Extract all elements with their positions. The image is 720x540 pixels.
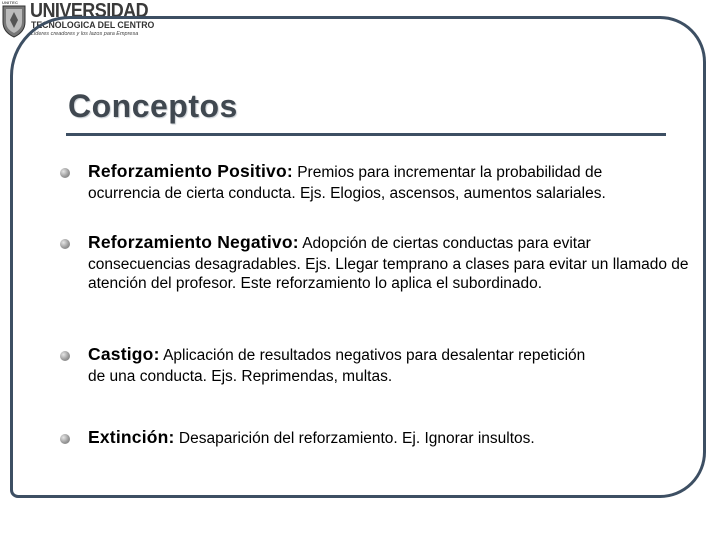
bullet-icon <box>60 351 70 361</box>
bullet-icon <box>60 239 70 249</box>
list-item-text <box>88 162 695 203</box>
list-item-text <box>88 345 695 386</box>
logo-tagline: Lideres creadores y los lazos para Empresa <box>31 31 139 37</box>
slide-title: Conceptos <box>68 88 238 124</box>
list-item-text <box>88 428 695 448</box>
term-label: Reforzamiento Negativo: <box>88 232 299 252</box>
list-item-text <box>88 233 695 293</box>
definition-continuation: consecuencias desagradables. Ejs. Llegar temprano a clases para evitar un llamado de atención del profesor. Este reforzamiento lo aplica el subordinado. <box>88 256 689 292</box>
university-shield-icon <box>1 0 27 38</box>
bullet-icon <box>60 434 70 444</box>
logo-subtitle: TECNOLOGICA DEL CENTRO <box>31 20 155 31</box>
term-label: Reforzamiento Positivo: <box>88 161 293 181</box>
definition-start: Premios para incrementar la probabilidad de <box>297 164 603 181</box>
definition-start: Desaparición del reforzamiento. Ej. Ignorar insultos. <box>178 430 535 447</box>
definition-continuation: de una conducta. Ejs. Reprimendas, multas. <box>88 368 393 385</box>
term-label: Castigo: <box>88 344 160 364</box>
bullet-icon <box>60 168 70 178</box>
logo-university-name: UNIVERSIDAD <box>30 0 149 22</box>
logo-shield-text: UNITEC <box>2 0 19 5</box>
definition-start: Adopción de ciertas conductas para evitar <box>302 235 591 252</box>
definition-start: Aplicación de resultados negativos para desalentar repetición <box>163 347 586 364</box>
definition-continuation: ocurrencia de cierta conducta. Ejs. Elogios, ascensos, aumentos salariales. <box>88 185 606 202</box>
title-underline <box>66 133 666 136</box>
term-label: Extinción: <box>88 427 175 447</box>
